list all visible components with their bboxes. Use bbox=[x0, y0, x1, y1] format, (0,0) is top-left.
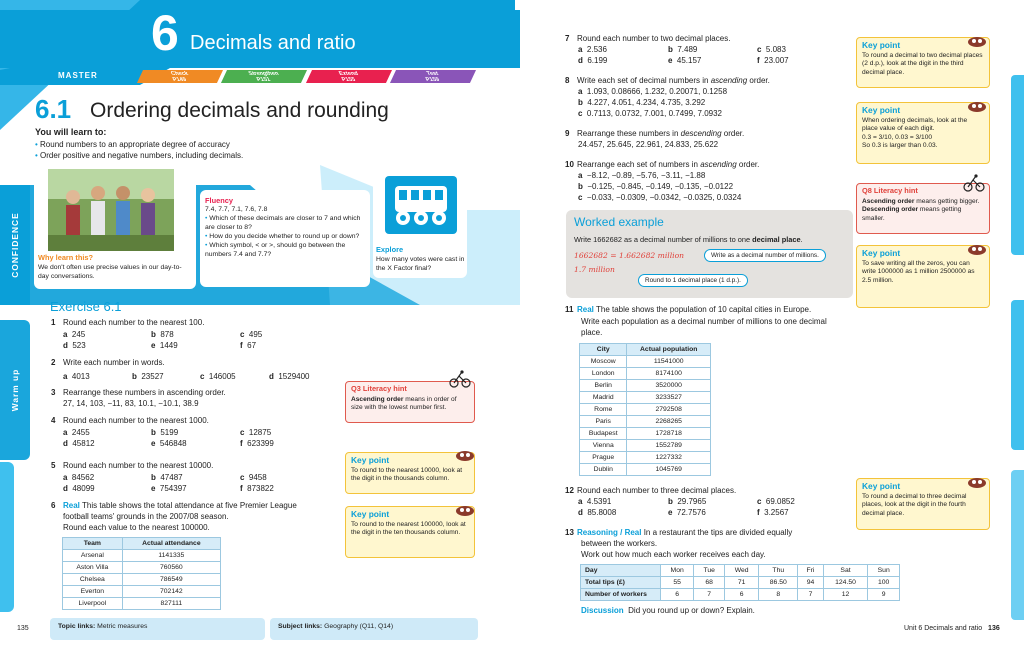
q9-values: 24.457, 25.645, 22.961, 24.833, 25.622 bbox=[578, 140, 719, 149]
fluency-item: • How do you decide whether to round up or down? bbox=[205, 233, 360, 240]
key-point-10000: Key point To round to the nearest 10000, look at the digit in the thousands column. bbox=[345, 452, 475, 494]
table-row: Rome 2792508 bbox=[580, 404, 711, 416]
left-edge-strip bbox=[0, 462, 14, 612]
question-9: 9 Rearrange these numbers in descending order. bbox=[565, 129, 745, 138]
q3-values: 27, 14, 103, −11, 83, 10.1, −10.1, 38.9 bbox=[63, 399, 199, 408]
key-point-100000: Key point To round to the nearest 100000, look at the digit in the ten thousands column. bbox=[345, 506, 475, 558]
students-photo bbox=[48, 169, 174, 251]
master-label: MASTER bbox=[58, 71, 98, 80]
learn-item: • Round numbers to an appropriate degree of accuracy bbox=[35, 140, 230, 149]
q4-part: c 12875 bbox=[240, 428, 272, 437]
worked-prompt: Write 1662682 as a decimal number of millions to one decimal place. bbox=[574, 235, 803, 244]
right-page-top bbox=[515, 0, 1024, 10]
q10-part: b −0.125, −0.845, −0.149, −0.135, −0.0122 bbox=[578, 182, 734, 191]
owl-icon bbox=[454, 450, 476, 462]
table-row: Prague 1227332 bbox=[580, 452, 711, 464]
table-row: Chelsea 786549 bbox=[63, 574, 221, 586]
q2-part: b 23527 bbox=[132, 372, 164, 381]
question-1: 1 Round each number to the nearest 100. bbox=[51, 318, 205, 327]
q5-part: e 754397 bbox=[151, 484, 187, 493]
explore-title: Explore bbox=[376, 245, 404, 254]
why-text: We don't often use precise values in our day-to-day conversations. bbox=[38, 264, 182, 280]
table-row: London 8174100 bbox=[580, 368, 711, 380]
tv-truck-image bbox=[385, 176, 457, 234]
left-page-number: 135 bbox=[17, 625, 29, 632]
population-table bbox=[579, 343, 711, 476]
q12-part: a 4.5391 bbox=[578, 497, 612, 506]
q1-part: f 67 bbox=[240, 341, 257, 350]
q1-part: a 245 bbox=[63, 330, 86, 339]
right-edge-strip bbox=[1011, 75, 1024, 255]
question-5: 5 Round each number to the nearest 10000. bbox=[51, 461, 214, 470]
table-row: Aston Villa 760560 bbox=[63, 562, 221, 574]
table-row: Vienna 1552789 bbox=[580, 440, 711, 452]
q8-part: c 0.7113, 0.0732, 7.001, 0.7499, 7.0932 bbox=[578, 109, 722, 118]
q1-part: c 495 bbox=[240, 330, 263, 339]
worked-example bbox=[566, 210, 853, 298]
question-7: 7 Round each number to two decimal places. bbox=[565, 34, 731, 43]
q10-part: c −0.033, −0.0309, −0.0342, −0.0325, 0.0324 bbox=[578, 193, 742, 202]
table-header: City bbox=[580, 344, 627, 356]
key-point-ordering: Key point When ordering decimals, look at the place value of each digit. 0.3 = 3/10, 0.03 = 3/100 So 0.3 is larger than 0.03. bbox=[856, 102, 990, 164]
worked-line2: 1.7 million bbox=[574, 265, 615, 274]
table-row: Everton 702142 bbox=[63, 586, 221, 598]
owl-icon bbox=[966, 36, 988, 48]
table-header: Team bbox=[63, 538, 123, 550]
table-row: Berlin 3520000 bbox=[580, 380, 711, 392]
q1-part: e 1449 bbox=[151, 341, 178, 350]
learn-heading: You will learn to: bbox=[35, 127, 107, 137]
q8-part: a 1.093, 0.08666, 1.232, 0.20071, 0.1258 bbox=[578, 87, 728, 96]
q12-part: b 29.7965 bbox=[668, 497, 707, 506]
q4-part: d 45812 bbox=[63, 439, 95, 448]
subject-links[interactable]: Subject links: Geography (Q11, Q14) bbox=[270, 618, 478, 640]
q4-part: f 623399 bbox=[240, 439, 274, 448]
worked-note1: Write as a decimal number of millions. bbox=[704, 249, 826, 262]
table-row: Arsenal 1141335 bbox=[63, 550, 221, 562]
learn-item: • Order positive and negative numbers, including decimals. bbox=[35, 151, 244, 160]
q1-part: b 878 bbox=[151, 330, 174, 339]
worked-title: Worked example bbox=[574, 215, 664, 229]
owl-icon bbox=[966, 244, 988, 256]
confidence-tab[interactable]: CONFIDENCE bbox=[0, 185, 30, 305]
table-row: Liverpool 827111 bbox=[63, 598, 221, 610]
table-row: Number of workers 6 7 6 8 7 12 9 bbox=[581, 589, 900, 601]
fluency-item: • Which symbol, < or >, should go between the numbers 7.4 and 7.7? bbox=[205, 242, 346, 258]
q11-line: place. bbox=[581, 328, 603, 337]
q2-part: c 146005 bbox=[200, 372, 236, 381]
q7-part: c 5.083 bbox=[757, 45, 786, 54]
q4-part: b 5199 bbox=[151, 428, 179, 437]
worked-line1: 1662682 = 1.662682 million bbox=[574, 251, 685, 260]
owl-icon bbox=[454, 505, 476, 517]
chapter-title: Decimals and ratio bbox=[190, 32, 356, 54]
chapter-number: 6 bbox=[151, 5, 179, 61]
table-row: Paris 2268265 bbox=[580, 416, 711, 428]
q13-line: between the workers. bbox=[581, 539, 658, 548]
q1-part: d 523 bbox=[63, 341, 86, 350]
q5-part: d 48099 bbox=[63, 484, 95, 493]
q3-literacy-hint: Q3 Literacy hint Ascending order means in order of size with the lowest number first. bbox=[345, 381, 475, 423]
fluency-item: • Which of these decimals are closer to 7 and which are closer to 8? bbox=[205, 215, 361, 231]
table-row: Dublin 1045769 bbox=[580, 464, 711, 476]
question-6: 6 Real This table shows the total attendance at five Premier League bbox=[51, 501, 297, 510]
tips-table bbox=[580, 564, 900, 601]
q7-part: f 23.007 bbox=[757, 56, 789, 65]
question-11: 11 Real The table shows the population of 10 capital cities in Europe. bbox=[565, 305, 812, 314]
q12-part: c 69.0852 bbox=[757, 497, 795, 506]
q4-part: e 546848 bbox=[151, 439, 187, 448]
worked-note2: Round to 1 decimal place (1 d.p.). bbox=[638, 274, 748, 287]
q12-part: f 3.2567 bbox=[757, 508, 789, 517]
fluency-card bbox=[200, 190, 370, 287]
owl-icon bbox=[966, 101, 988, 113]
q5-part: b 47487 bbox=[151, 473, 183, 482]
table-row: Total tips (£) 55 68 71 86.50 94 124.50 100 bbox=[581, 577, 900, 589]
table-row: Day Mon Tue Wed Thu Fri Sat Sun bbox=[581, 565, 900, 577]
topic-links[interactable]: Topic links: Metric measures bbox=[50, 618, 265, 640]
warmup-tab[interactable]: Warm up bbox=[0, 320, 30, 460]
question-2: 2 Write each number in words. bbox=[51, 358, 165, 367]
right-edge-strip bbox=[1011, 300, 1024, 450]
question-3: 3 Rearrange these numbers in ascending order. bbox=[51, 388, 226, 397]
explore-card bbox=[373, 172, 467, 278]
q10-part: a −8.12, −0.89, −5.76, −3.11, −1.88 bbox=[578, 171, 706, 180]
q12-part: d 85.8008 bbox=[578, 508, 617, 517]
key-point-millions: Key point To save writing all the zeros, you can write 1000000 as 1 million 2500000 as 2.5 million. bbox=[856, 245, 990, 308]
q12-part: e 72.7576 bbox=[668, 508, 706, 517]
cyclist-icon bbox=[962, 174, 986, 192]
q2-part: a 4013 bbox=[63, 372, 90, 381]
q5-part: c 9458 bbox=[240, 473, 267, 482]
q6-line: football teams' grounds in the 2007/08 season. bbox=[63, 512, 229, 521]
q2-part: d 1529400 bbox=[269, 372, 310, 381]
q5-part: a 84562 bbox=[63, 473, 95, 482]
exercise-title: Exercise 6.1 bbox=[50, 299, 122, 314]
learn-list bbox=[35, 139, 243, 161]
question-10: 10 Rearrange each set of numbers in ascending order. bbox=[565, 160, 760, 169]
section-number: 6.1 bbox=[35, 94, 72, 124]
q7-part: d 6.199 bbox=[578, 56, 608, 65]
why-card bbox=[34, 165, 196, 289]
q13-line: Work out how much each worker receives each day. bbox=[581, 550, 766, 559]
table-row: Moscow 11541000 bbox=[580, 356, 711, 368]
q4-part: a 2455 bbox=[63, 428, 90, 437]
table-row: Budapest 1728718 bbox=[580, 428, 711, 440]
explore-text: How many votes were cast in the X Factor final? bbox=[376, 256, 465, 272]
question-13: 13 Reasoning / Real In a restaurant the tips are divided equally bbox=[565, 528, 793, 537]
tab-test[interactable]: Test P159 bbox=[390, 70, 476, 83]
q11-line: Write each population as a decimal number of millions to one decimal bbox=[581, 317, 827, 326]
tab-strengthen[interactable]: Strengthen P151 bbox=[221, 70, 307, 83]
cyclist-icon bbox=[448, 370, 472, 388]
q7-part: b 7.489 bbox=[668, 45, 698, 54]
fluency-numbers: 7.4, 7.7, 7.1, 7.6, 7.8 bbox=[205, 206, 268, 213]
q8-part: b 4.227, 4.051, 4.234, 4.735, 3.292 bbox=[578, 98, 706, 107]
q5-part: f 873822 bbox=[240, 484, 274, 493]
table-header: Actual population bbox=[627, 344, 711, 356]
q6-line: Round each value to the nearest 100000. bbox=[63, 523, 210, 532]
table-header: Actual attendance bbox=[122, 538, 220, 550]
question-8: 8 Write each set of decimal numbers in ascending order. bbox=[565, 76, 770, 85]
discussion: Discussion Did you round up or down? Explain. bbox=[581, 606, 755, 615]
table-row: Madrid 3233527 bbox=[580, 392, 711, 404]
tab-check[interactable]: Check P149 bbox=[137, 70, 223, 83]
fluency-title: Fluency bbox=[205, 196, 233, 205]
unit-footer: Unit 6 Decimals and ratio 136 bbox=[904, 625, 1000, 632]
owl-icon bbox=[966, 477, 988, 489]
right-edge-strip bbox=[1011, 470, 1024, 620]
question-12: 12 Round each number to three decimal places. bbox=[565, 486, 737, 495]
section-title: Ordering decimals and rounding bbox=[90, 99, 389, 122]
tab-extend[interactable]: Extend P155 bbox=[306, 70, 392, 83]
q8-literacy-hint: Q8 Literacy hint Ascending order means getting bigger. Descending order means getting smaller. bbox=[856, 183, 990, 234]
key-point-2dp: Key point To round a decimal to two decimal places (2 d.p.), look at the digit in the third decimal place. bbox=[856, 37, 990, 88]
why-title: Why learn this? bbox=[38, 253, 94, 262]
q7-part: a 2.536 bbox=[578, 45, 607, 54]
question-4: 4 Round each number to the nearest 1000. bbox=[51, 416, 209, 425]
q7-part: e 45.157 bbox=[668, 56, 702, 65]
key-point-3dp: Key point To round a decimal to three decimal places, look at the digit in the fourth decimal place. bbox=[856, 478, 990, 530]
attendance-table bbox=[62, 537, 221, 610]
